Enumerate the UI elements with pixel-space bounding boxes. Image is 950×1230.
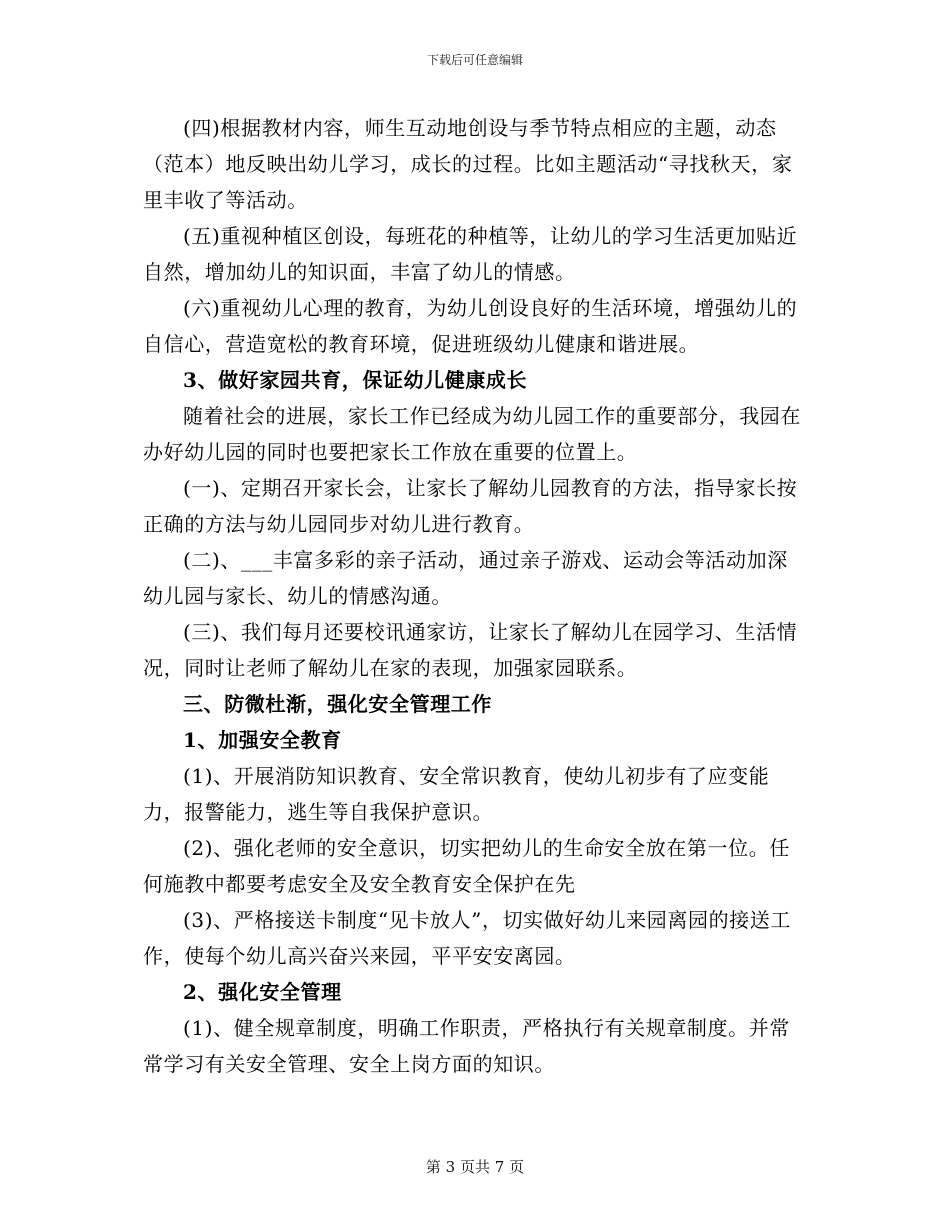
page-footer: 第 3 页共 7 页: [425, 1158, 525, 1176]
paragraph: (六)重视幼儿心理的教育，为幼儿创设良好的生活环境，增强幼儿的自信心，营造宽松的教育环境，促进班级幼儿健康和谐进展。: [143, 296, 798, 356]
paragraph: (三)、我们每月还要校讯通家访，让家长了解幼儿在园学习、生活情况，同时让老师了解幼儿在家的表现，加强家园联系。: [143, 620, 798, 680]
paragraph: (一)、定期召开家长会，让家长了解幼儿园教育的方法，指导家长按正确的方法与幼儿园同步对幼儿进行教育。: [143, 476, 798, 536]
paragraph: (二)、___丰富多彩的亲子活动，通过亲子游戏、运动会等活动加深幼儿园与家长、幼儿的情感沟通。: [143, 548, 788, 608]
paragraph: (2)、强化老师的安全意识，切实把幼儿的生命安全放在第一位。任何施教中都要考虑安全及安全教育安全保护在先: [143, 836, 790, 896]
section-heading: 2、强化安全管理: [183, 980, 342, 1004]
paragraph: (1)、健全规章制度，明确工作职责，严格执行有关规章制度。并常常学习有关安全管理、安全上岗方面的知识。: [143, 1016, 790, 1076]
document-body: [143, 110, 806, 1082]
paragraph: (五)重视种植区创设，每班花的种植等，让幼儿的学习生活更加贴近自然，增加幼儿的知识面，丰富了幼儿的情感。: [143, 224, 798, 284]
section-heading: 1、加强安全教育: [183, 728, 342, 752]
paragraph: (四)根据教材内容，师生互动地创设与季节特点相应的主题，动态（范本）地反映出幼儿学习，成长的过程。比如主题活动“寻找秋天，家里丰收了等活动。: [143, 116, 793, 212]
section-heading: 3、做好家园共育，保证幼儿健康成长: [183, 368, 528, 392]
page-header: 下载后可任意编辑: [426, 53, 523, 67]
paragraph: (3)、严格接送卡制度“见卡放人”，切实做好幼儿来园离园的接送工作，使每个幼儿高兴奋兴来园，平平安安离园。: [143, 908, 791, 968]
paragraph: 随着社会的进展，家长工作已经成为幼儿园工作的重要部分，我园在办好幼儿园的同时也要把家长工作放在重要的位置上。: [143, 404, 801, 464]
paragraph: (1)、开展消防知识教育、安全常识教育，使幼儿初步有了应变能力，报警能力，逃生等自我保护意识。: [143, 764, 770, 824]
section-heading: 三、防微杜渐，强化安全管理工作: [183, 692, 492, 716]
